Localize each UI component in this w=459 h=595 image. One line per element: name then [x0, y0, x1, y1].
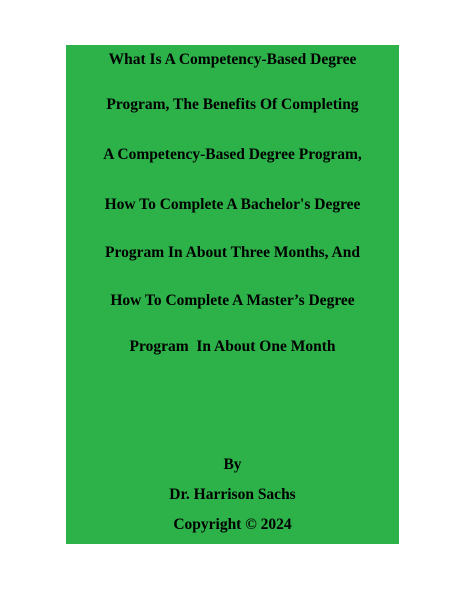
- title-line-6: How To Complete A Master’s Degree: [110, 292, 355, 309]
- book-cover: [66, 45, 399, 544]
- title-line-4: How To Complete A Bachelor's Degree: [104, 196, 361, 213]
- copyright-notice: Copyright © 2024: [173, 516, 292, 533]
- title-line-2: Program, The Benefits Of Completing: [106, 96, 359, 113]
- title-line-7: Program In About One Month: [129, 338, 336, 355]
- title-line-1: What Is A Competency-Based Degree: [108, 51, 357, 68]
- title-line-5: Program In About Three Months, And: [105, 244, 360, 261]
- title-line-3: A Competency-Based Degree Program,: [103, 146, 362, 163]
- author-name: Dr. Harrison Sachs: [169, 486, 296, 503]
- by-label: By: [223, 456, 242, 473]
